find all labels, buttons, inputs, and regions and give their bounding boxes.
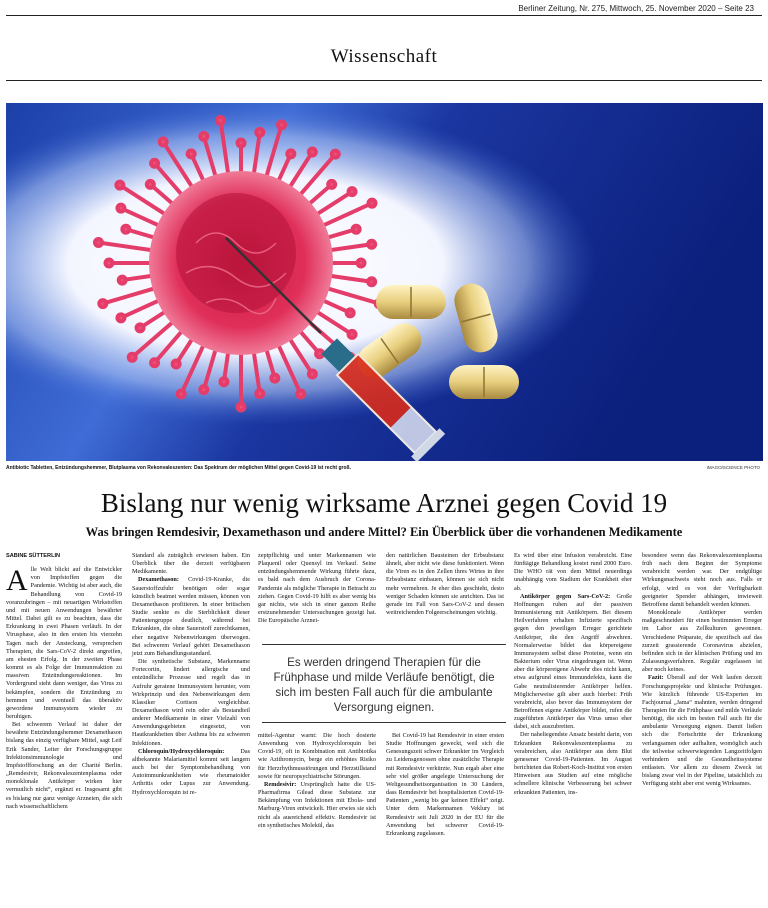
virus-spike-tip xyxy=(238,404,245,411)
paragraph: Standard als zuträglich erwiesen haben. Ein Überblick über die derzeit verfügbaren Medikamente. xyxy=(132,552,250,576)
virus-spike-tip xyxy=(271,375,278,382)
paragraph: mittel-Agentur warnt: Die hoch dosierte Anwendung von Hydroxychloroquin bei Covid-19, oft in Kombination mit Antibiotika wie Azithromycin, berge ein erhöhtes Risiko für Herzrhythmusstörungen und Herzstillstand sowie für neuropsychiatrische Störungen. xyxy=(258,732,376,780)
paragraph: Alle Welt blickt auf die Entwickler von Impfstoffen gegen die Pandemie. Wichtig ist aber auch, die Behandlung von Covid-19 voranzubringen – mit neuartigen Wirkstoffen und mit neuen Anwendungen bewährter Mittel. Dabei gilt es zu beachten, dass die Erkrankung in zwei Phasen verläuft. In der Virusphase, also in den ersten bis vierzehn Tagen nach der Ansteckung, versprechen Therapien, die Sars-CoV-2 direkt angreifen, am ehesten Erfolg. In der zweiten Phase kommt es als Folge der Immunreaktion zu massiven Entzündungsreaktionen. Im Vordergrund steht dann weniger, das Virus zu bekämpfen, sondern die Entzündung zu hemmen und eventuell das überaktiv gewordene Immunsystem wieder zu beruhigen. xyxy=(6,564,122,720)
column-4-bottom xyxy=(386,732,504,838)
virus-spike-tip xyxy=(278,121,285,128)
photo-credit: IMAGO/SCIENCE PHOTO xyxy=(706,465,760,470)
virus-spike-tip xyxy=(368,278,375,285)
virus-spike-tip xyxy=(200,386,207,393)
section-title: Wissenschaft xyxy=(330,46,438,67)
virus-spike-tip xyxy=(99,300,106,307)
virus-spike-tip xyxy=(217,117,224,124)
virus-spike-tip xyxy=(220,378,227,385)
virus-spike-tip xyxy=(347,309,354,316)
header-rule xyxy=(6,15,762,16)
column-3-bottom xyxy=(258,732,376,830)
virus-spike-tip xyxy=(358,260,365,267)
virus-spike-tip xyxy=(117,314,124,321)
article-photo xyxy=(6,103,763,461)
virus-spike-tip xyxy=(95,239,102,246)
page-header: Berliner Zeitung, Nr. 275, Mittwoch, 25. November 2020 – Seite 23 xyxy=(518,4,754,13)
virus-spike-tip xyxy=(137,324,144,331)
author-byline: SABINE SÜTTERLIN xyxy=(6,553,61,559)
column-6 xyxy=(642,552,762,789)
section-rule xyxy=(6,80,762,81)
pullquote-rule-bottom xyxy=(262,722,506,723)
article-headline: Bislang nur wenig wirksame Arznei gegen Covid 19 xyxy=(100,488,668,518)
drop-cap: A xyxy=(6,564,28,598)
paragraph: Chloroquin/Hydroxychloroquin: Das altbekannte Malariamittel kommt seit langem auch bei der Symptombehandlung von Autoimmunkrankheiten wie rheumatoider Arthritis oder Lupus zur Anwendung. Hydroxychloroquin ist re- xyxy=(132,747,250,796)
virus-spike-tip xyxy=(287,150,294,157)
virus-spike-tip xyxy=(106,260,113,267)
virus-spike-tip xyxy=(116,182,123,189)
virus-spike-tip xyxy=(178,390,185,397)
virus-spike-tip xyxy=(160,138,167,145)
virus-spike-tip xyxy=(332,151,339,158)
photo-caption: Antibiotic Tabletten, Entzündungshemmer, Blutplasma von Rekonvaleszenten: Das Spektrum der möglichen Mittel gegen Covid-19 ist recht groß. xyxy=(6,465,351,471)
column-5 xyxy=(514,552,632,797)
column-1 xyxy=(6,552,122,811)
paragraph: zeptpflichtig und unter Markennamen wie Plaquenil oder Quensyl im Verkauf. Seine entzündungshemmende Wirkung führte dazu, es bald nach dem Ausbruch der Corona-Pandemie als mögliche Therapie in Betracht zu ziehen. Gegen Covid-19 hilft es aber wenig bis gar nichts, wie sich in einer ganzen Reihe erstzunehmender Untersuchungen gezeigt hat. Die Europäische Arznei- xyxy=(258,552,376,625)
virus-spike-tip xyxy=(309,371,316,378)
virus-spike-tip xyxy=(173,360,180,367)
virus-spike-tip xyxy=(309,148,316,155)
paragraph: Fazit: Überall auf der Welt laufen derzeit Forschungsprojekte und klinische Prüfungen. Wie kürzlich führende US-Experten im Fachjournal „Jama“ mahnten, werden dringend Therapien für die Frühphase und milde Verläufe benötigt, die sich im besten Fall auch für die ambulante Versorgung eignen. Damit ließen sich die Fortschritte der Erkrankung verlangsamen oder aufhalten, womöglich auch die teilweise schwerwiegenden Langzeitfolgen verhindern und die Gesundheitssysteme entlasten. Vor allem zu diesem Zweck ist bislang zwar viel in der Pipeline, tatsächlich zu Verfügung steht aber erst wenig Wirksames. xyxy=(642,674,762,788)
virus-spike-tip xyxy=(147,181,154,188)
virus-spike-tip xyxy=(256,390,263,397)
virus-spike-tip xyxy=(117,205,124,212)
paragraph: Monoklonale Antikörper werden maßgeschneidert für einen bestimmten Erreger im Labor aus Zellkulturen gewonnen. Verschiedene Präparate, die spezifisch auf das zurzeit grassierende Coronavirus abzielen, befinden sich in der klinischen Prüfung und im Zulassungsverfahren. Regulär zugelassen ist aber noch keines. xyxy=(642,609,762,674)
virus-spike-tip xyxy=(349,188,356,195)
virus-spike-tip xyxy=(129,354,136,361)
virus-spike-tip xyxy=(368,241,375,248)
column-3-top xyxy=(258,552,376,625)
pull-quote: Es werden dringend Therapien für die Frühphase und milde Verläufe benötigt, die sich im besten Fall auch für die ambulante Versorgung eignen. xyxy=(273,656,495,714)
virus-spike-tip xyxy=(151,160,158,167)
paragraph: Die synthetische Substanz, Markenname Fortecortin, lindert allergische und entzündliche Prozesse und regelt das in Aufruhr geratene Immunsystem herunter, vom Wirkprinzip und den Nebenwirkungen dem Klassiker Cortison vergleichbar. Dexamethason wird rein oder als Bestandteil anderer Medikamente in einer Vielzahl von Anwendungsgebieten eingesetzt, von Hautkrankheiten über Asthma bis zu schweren Infektionen. xyxy=(132,658,250,747)
paragraph: Bei schwerem Verlauf ist daher der bewährte Entzündungshemmer Dexamethason bislang das einzig verfügbare Mittel, sagt Leif Erik Sander, Leiter der Forschungsgruppe Infektionsimmunologie und Impfstoffforschung an der Charité Berlin. „Remdesivir, Rekonvaleszentenplasma oder monoklonale Antikörper wirken hier vermutlich nicht“, ergänzt er. Insgesamt gibt es bislang nur ganz wenige Arzneien, die sich nach wissenschaftlichem xyxy=(6,721,122,810)
virus-syringe-illustration xyxy=(6,103,763,461)
paragraph: Dexamethason: Covid-19-Kranke, die Sauerstoffzufuhr benötigen oder sogar künstlich beatmet werden müssen, können von Dexamethason profitieren. In einer britischen Studie senkte es die Sterblichkeit dieser Patientengruppe deutlich, während bei Erkrankten, die ohne Sauerstoff zurechtkamen, eher negative Nebenwirkungen überwogen. Bei schwerem Verlauf gehört Dexamethason jetzt zum Behandlungsstandard. xyxy=(132,576,250,657)
virus-spike-tip xyxy=(256,129,263,136)
virus-spike-tip xyxy=(353,226,360,233)
paragraph: Es wird über eine Infusion verabreicht. Eine fünftägige Behandlung kostet rund 2000 Euro. Die WHO rät von dem Mittel neuerdings unabhängig vom Stadium der Krankheit eher ab. xyxy=(514,552,632,592)
article-subheadline: Was bringen Remdesivir, Dexamethason und andere Mittel? Ein Überblick über die vorhandenen Medikamente xyxy=(85,525,683,539)
virus-spike-tip xyxy=(122,226,129,233)
paragraph: den natürlichen Bausteinen der Erbsubstanz ähnelt, aber nicht wie diese funktioniert. Wenn die Viren es in den Zellen ihres Wirtes in ihre Erbsubstanz einbauen, können sie sich nicht mehr vermehren. Je eher dies geschieht, desto weniger Schaden können sie anrichten. Das ist gerade im Fall von Sars-CoV-2 und dessen weitreichenden Folgeerscheinungen wichtig. xyxy=(386,552,504,617)
pullquote-rule-top xyxy=(262,644,506,645)
virus-spike-tip xyxy=(188,150,195,157)
virus-spike-tip xyxy=(368,200,375,207)
virus-spike-tip xyxy=(297,390,304,397)
virus-spike-tip xyxy=(238,140,245,147)
paragraph: Der naheliegendste Ansatz besteht darin, von Erkrankten Rekonvaleszentenplasma zu verabreichen, also Antikörper aus dem Blut genesener Covid-19-Patienten. Im August berichteten das Robert-Koch-Institut von ersten Hinweisen aus Studien auf eine mögliche schnellere klinische Verbesserung bei schwer erkrankten Patienten, ins- xyxy=(514,731,632,796)
paragraph: besondere wenn das Rekonvaleszentenplasma früh nach dem Beginn der Symptome verabreicht werden war. Der endgültige Wirkungsnachweis steht noch aus. Falls er erfolgt, wird es von der Verfügbarkeit geeigneter Spender abhängen, inwieweit Betroffene damit behandelt werden können. xyxy=(642,552,762,608)
virus-spike-tip xyxy=(200,133,207,140)
paragraph: Antikörper gegen Sars-CoV-2: Große Hoffnungen ruhen auf der passiven Immunisierung mit Antikörpern. Bei diesem Heilverfahren erhalten Infizierte spezifisch gegen den jeweiligen Erreger gerichtete Antikörper, die den Angriff abwehren. Normalerweise bildet das körpereigene Immunsystem selbst diese Proteine, wenn ein Bakterium oder Virus eingedrungen ist. Wenn aber die körpereigene Abwehr dies nicht kann, etwa aufgrund eines Immundefekts, kann die Gabe neutralisierender Antikörper helfen. Möglicherweise gilt aber auch hierbei: Früh verabreicht, also bevor das Immunsystem der Betroffenen eigene Antikörper bildet, rufen die zugeführten Antikörper das Virus umso eher dabei, sich auszubreiten. xyxy=(514,592,632,731)
virus-spike-tip xyxy=(119,277,126,284)
virus-spike-tip xyxy=(151,359,158,366)
paragraph: Bei Covid-19 hat Remdesivir in einer ersten Studie Hoffnungen geweckt, weil sich die Genesungszeit schwer Erkrankter im Vergleich zu Leidensgenossen ohne zusätzliche Therapie mit Remdesivir verkürzte. Nun ergab aber eine sehr viel größer angelegte Untersuchung der Weltgesundheitsorganisation in 30 Ländern, dass Remdesivir bei hospitalisierten Covid-19-Patienten „wenig bis gar keinen Effekt“ zeigt. Unter dem Markennamen Veklury ist Remdesivir seit Juli 2020 in der EU für die Anwendung bei schwerer Covid-19-Erkrankung zugelassen. xyxy=(386,732,504,837)
column-2 xyxy=(132,552,250,797)
virus-spike-tip xyxy=(328,181,335,188)
virus-spike-tip xyxy=(349,331,356,338)
column-4-top xyxy=(386,552,504,617)
paragraph: Remdesivir: Ursprünglich hatte die US-Pharmafirma Gilead diese Substanz zur Bekämpfung von Infektionen mit Ebola- und Marburg-Viren entwickelt. Hier erwies sie sich nicht als ausreichend effektiv. Remdesivir ist ein synthetisches Molekül, das xyxy=(258,780,376,829)
